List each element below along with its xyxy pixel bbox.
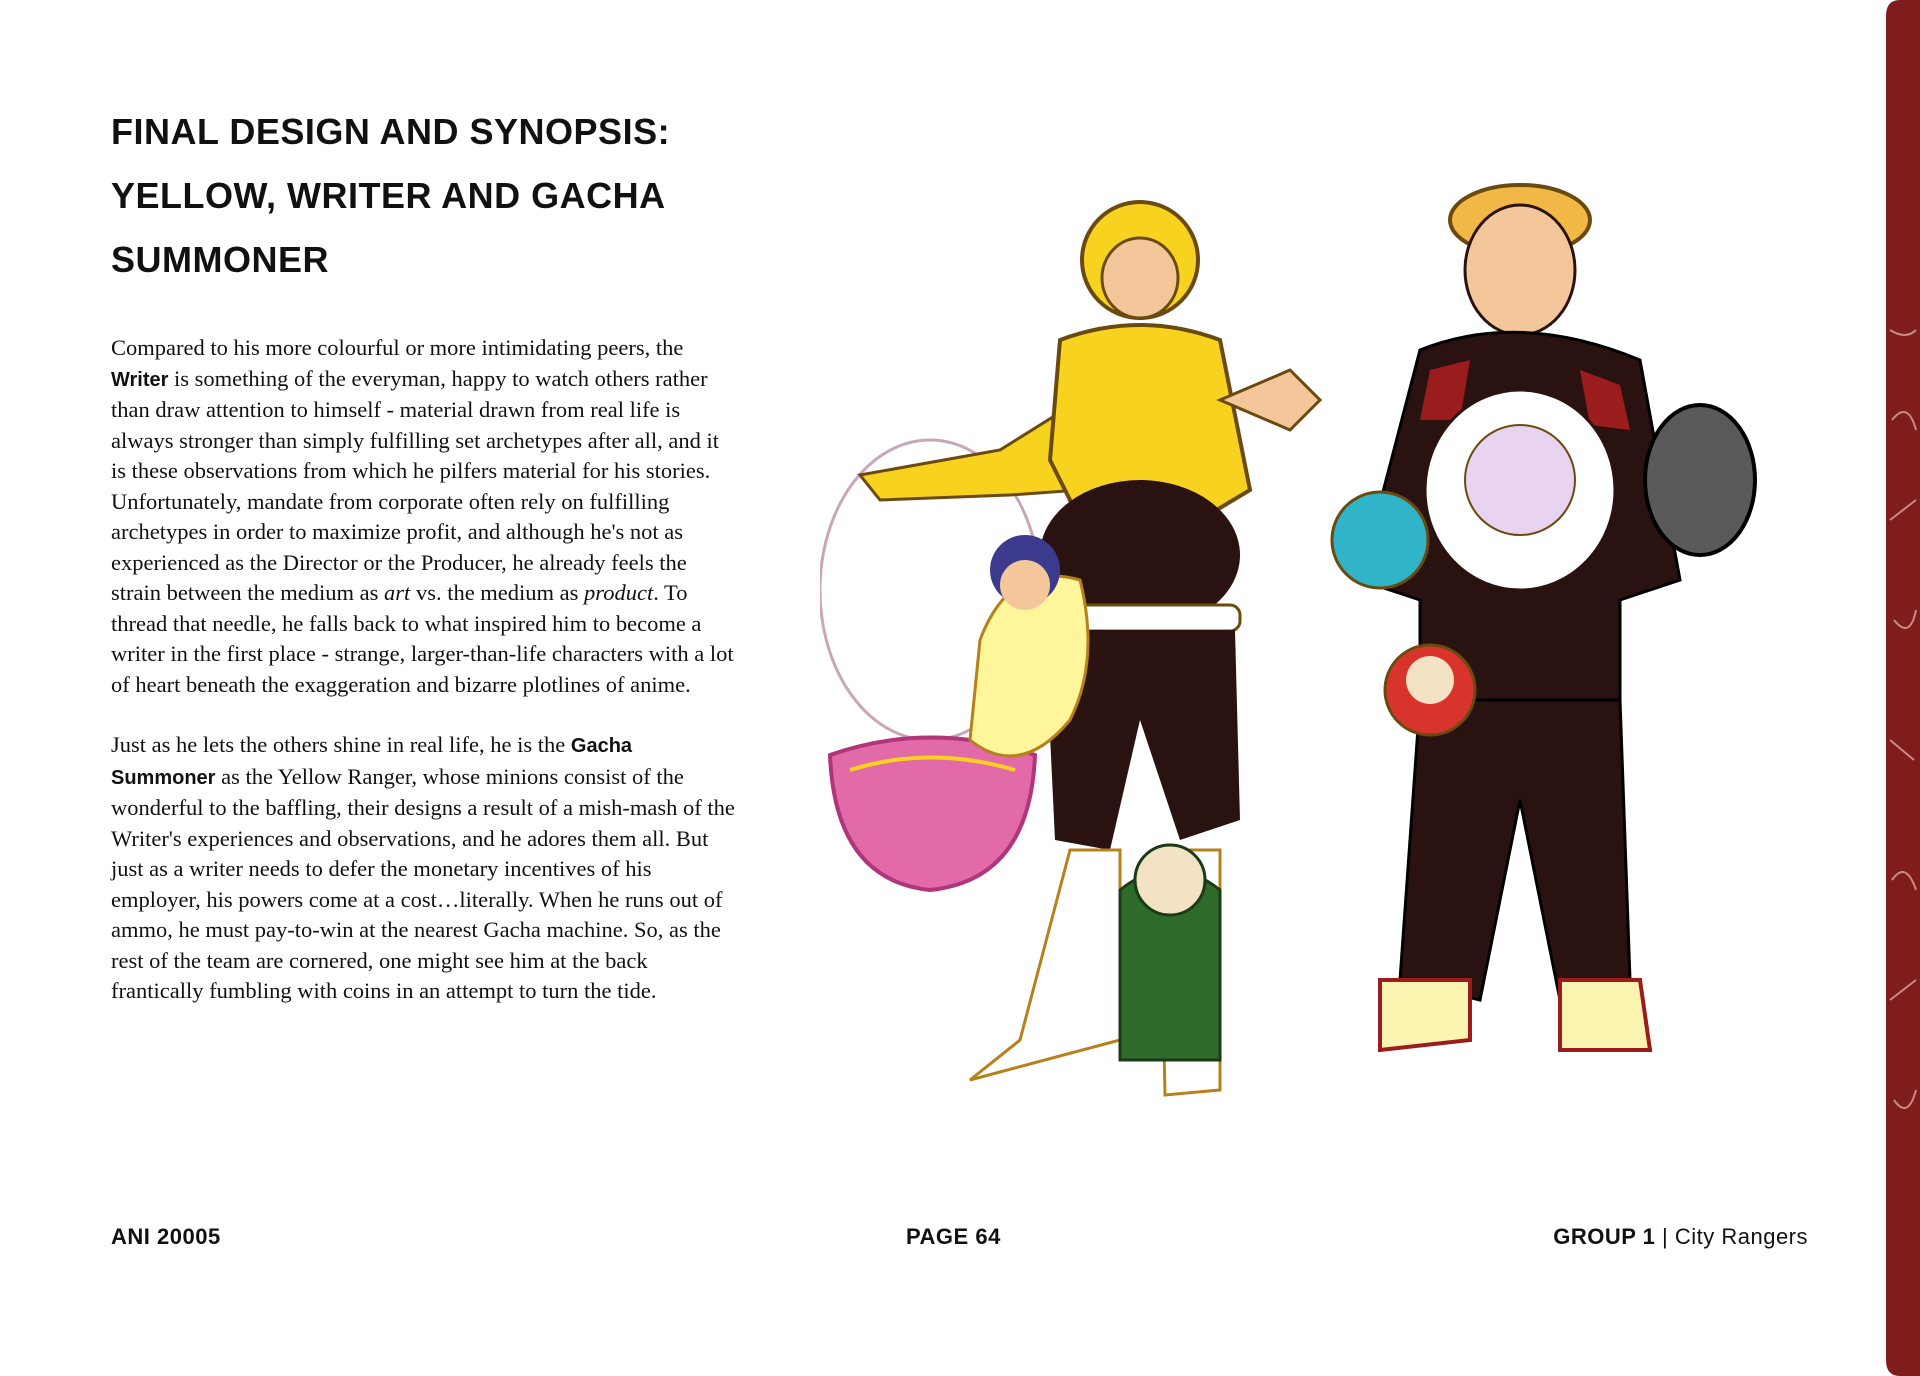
footer-course-code: ANI 20005	[111, 1224, 221, 1249]
footer-separator: |	[1655, 1224, 1675, 1249]
italic-art: art	[384, 580, 411, 605]
p2-text-b: as the Yellow Ranger, whose minions consist of the wonderful to the baffling, their designs a result of a mish-mash of the Writer's experiences and observations, and he adores them all. But just as a writer needs to defer the monetary incentives of his employer, his powers come at a cost…literally. When he runs out of ammo, he must pay-to-win at the nearest Gacha machine. So, as the rest of the team are cornered, one might see him at the back frantically fumbling with coins in an attempt to turn the tide.	[111, 763, 735, 1003]
p1-text-b: is something of the everyman, happy to watch others rather than draw attention to himself - material drawn from real life is always stronger than simply fulfilling set archetypes after all, and it is these observations from which he pilfers material for his stories. Unfortunately, mandate from corporate often rely on fulfilling archetypes in order to maximize profit, and although he's not as experienced as the Director or the Producer, he already feels the strain between the medium as	[111, 365, 719, 605]
p1-text-a: Compared to his more colourful or more intimidating peers, the	[111, 335, 684, 360]
p2-text-a: Just as he lets the others shine in real life, he is the	[111, 732, 571, 757]
page-title	[111, 100, 751, 292]
chapter-tab	[1886, 0, 1920, 1376]
keyword-gacha-summoner: Gacha Summoner	[111, 735, 633, 789]
footer-page-number: PAGE 64	[906, 1224, 1001, 1249]
title-line-1: FINAL DESIGN AND SYNOPSIS:	[111, 111, 671, 152]
footer-group: GROUP 1	[1553, 1224, 1656, 1249]
synopsis-paragraph-1	[111, 333, 739, 700]
writer-figure	[1360, 185, 1755, 1050]
footer-team-name: City Rangers	[1674, 1224, 1808, 1249]
synopsis-paragraph-2	[111, 730, 739, 1007]
yellow-ranger-figure	[860, 202, 1320, 1095]
keyword-writer: Writer	[111, 368, 169, 391]
p1-text-d: . To thread that needle, he falls back to what inspired him to become a writer in the first place - strange, larger-than-life characters with a lot of heart beneath the exaggeration and bizarre plotlines of anime.	[111, 580, 734, 697]
p1-text-c: vs. the medium as	[410, 580, 585, 605]
title-line-2: YELLOW, WRITER AND GACHA	[111, 175, 666, 216]
synopsis-text	[111, 333, 739, 1037]
italic-product: product	[584, 580, 654, 605]
footer-group-label	[1553, 1224, 1808, 1250]
title-line-3: SUMMONER	[111, 239, 329, 280]
character-illustration	[820, 160, 1760, 1120]
